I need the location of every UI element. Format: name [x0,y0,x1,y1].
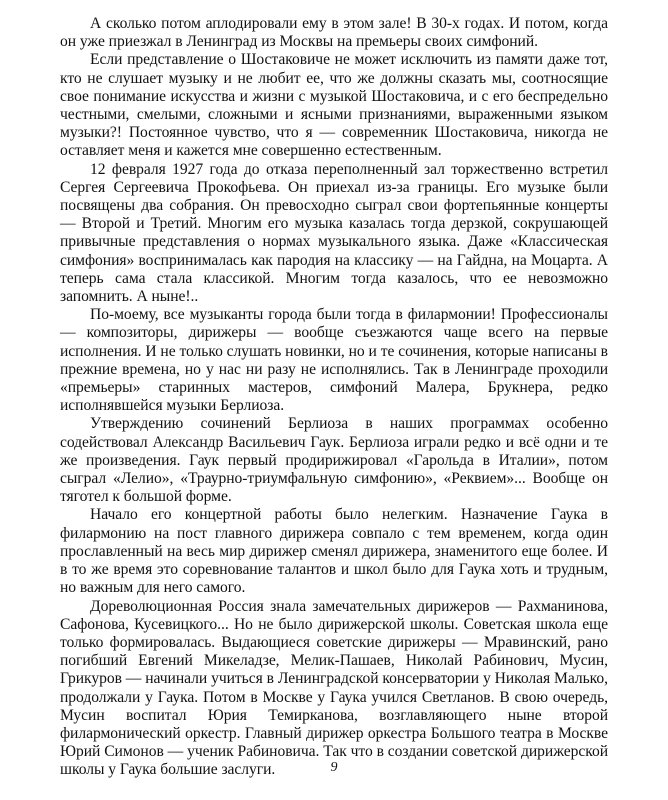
paragraph-prokofiev: 12 февраля 1927 года до отказа переполненный зал торжественно встретил Сергея Сергеевича Прокофьева. Он приехал из-за границы. Его музыке были посвящены два собрания. Он превосходно сыграл свои фортепьянные концерты — Второй и Третий. Многим его музыка казалась тогда дерзкой, сокрушающей привычные представления о нормах музыкального языка. Даже «Классическая симфония» воспринималась как пародия на классику — на Гайдна, на Моцарта. А теперь сама стала классикой. Многим тогда казалось, что ее невозможно запомнить. А ныне!.. [60,160,608,306]
paragraph-applause: А сколько потом аплодировали ему в этом зале! В 30-х годах. И потом, когда он уже приезжал в Ленинград из Москвы на премьеры своих симфоний. [60,15,608,51]
body-text [60,15,608,780]
paragraph-gauk-career: Начало его концертной работы было нелегким. Назначение Гаука в филармонию на пост главного дирижера совпало с тем временем, когда один прославленный на весь мир дирижер сменял дирижера, знаменитого еще более. И в то же время это соревнование талантов и школ было для Гаука хоть и трудным, но важным для него самого. [60,506,608,597]
paragraph-shostakovich: Если представление о Шостаковиче не может исключить из памяти даже тот, кто не слушает музыку и не любит ее, что же должны сказать мы, соотносящие свое понимание искусства и жизни с музыкой Шостаковича, и с его беспредельно честными, смелыми, сложными и ясными признаниями, выраженными языком музыки?! Постоянное чувство, что я — современник Шостаковича, никогда не оставляет меня и кажется мне совершенно естественным. [60,51,608,160]
page-number: 9 [330,760,338,775]
paragraph-berlioz: Утверждению сочинений Берлиоза в наших программах особенно содействовал Александр Васильевич Гаук. Берлиоза играли редко и всё одни и те же произведения. Гаук первый продирижировал «Гарольда в Италии», потом сыграл «Лелио», «Траурно-триумфальную симфонию», «Реквием»... Вообще он тяготел к большой форме. [60,415,608,506]
paragraph-conductors-school: Дореволюционная Россия знала замечательных дирижеров — Рахманинова, Сафонова, Кусевицкого... Но не было дирижерской школы. Советская школа еще только формировалась. Выдающиеся советские дирижеры — Мравинский, рано погибший Евгений Микеладзе, Мелик-Пашаев, Николай Рабинович, Мусин, Грикуров — начинали учиться в Ленинградской консерватории у Николая Малько, продолжали у Гаука. Потом в Москве у Гаука учился Светланов. В свою очередь, Мусин воспитал Юрия Темирканова, возглавляющего ныне второй филармонический оркестр. Главный дирижер оркестра Большого театра в Москве Юрий Симонов — ученик Рабиновича. Так что в создании советской дирижерской школы у Гаука большие заслуги. [60,597,608,779]
paragraph-musicians: По-моему, все музыканты города были тогда в филармонии! Профессионалы — композиторы, дирижеры — вообще съезжаются чаще всего на первые исполнения. И не только слушать новинки, но и те сочинения, которые написаны в прежние времена, но у нас ни разу не исполнялись. Так в Ленинграде проходили «премьеры» старинных мастеров, симфоний Малера, Брукнера, редко исполнявшейся музыки Берлиоза. [60,306,608,415]
